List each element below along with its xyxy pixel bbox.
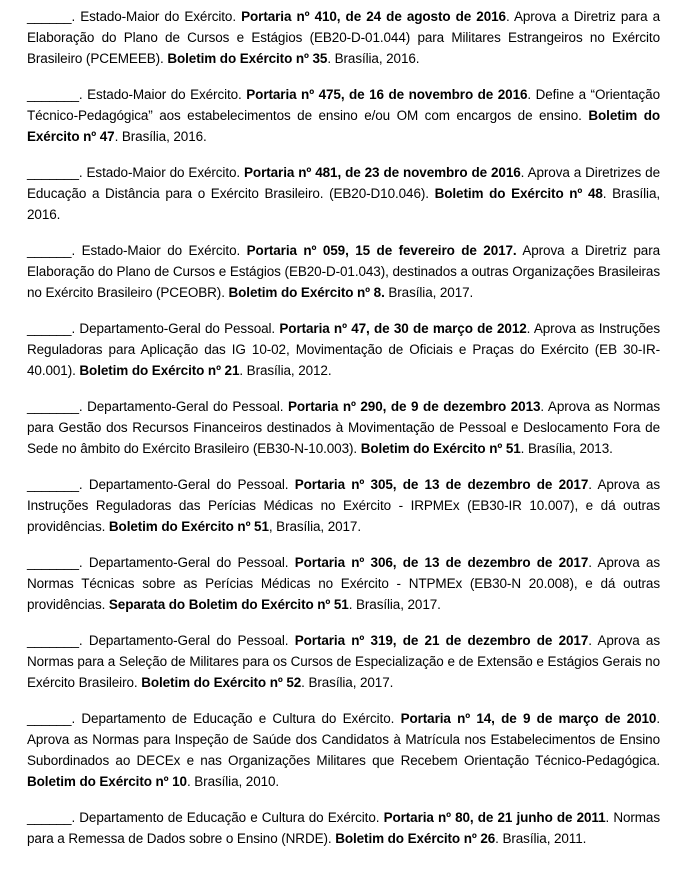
reference-author: Departamento-Geral do Pessoal. [88,477,289,492]
reference-description: . Aprova as Normas para a Seleção de Militares para os Cursos de Especialização e de Extensão e Estágios Gerais no Exército Brasileiro. [27,633,660,690]
reference-title: Portaria nº 475, de 16 de novembro de 2016 [246,87,528,102]
reference-author: Estado-Maior do Exército. [87,87,242,102]
reference-description: . Aprova a Diretriz para a Elaboração do Plano de Cursos e Estágios (EB20-D-01.044) para Militares Estrangeiros no Exército Brasileiro (PCEMEEB). [27,9,661,66]
reference-author: Departamento de Educação e Cultura do Exército. [81,711,395,726]
reference-author: Estado-Maior do Exército. [86,165,241,180]
reference-entry: ______. Estado-Maior do Exército. Portaria nº 410, de 24 de agosto de 2016. Aprova a Diretriz para a Elaboração do Plano de Cursos e Estágios (EB20-D-01.044) para Militares Estrangeiros no Exército Brasileiro (PCEMEEB). Boletim do Exército nº 35. Brasília, 2016. [27,9,661,66]
author-blank: _______ [27,165,79,180]
reference-description: . Normas para a Remessa de Dados sobre o Ensino (NRDE). [27,810,660,846]
reference-title: Portaria nº 410, de 24 de agosto de 2016 [241,9,506,24]
reference-place-year: . Brasília, 2013. [520,441,613,456]
reference-author: Departamento-Geral do Pessoal. [87,399,284,414]
reference-source: Boletim do Exército nº 52 [141,675,302,690]
reference-author: Estado-Maior do Exército. [80,9,236,24]
reference-title: Portaria nº 80, de 21 junho de 2011 [383,810,606,825]
reference-source: Boletim do Exército nº 21 [79,363,240,378]
reference-place-year: . Brasília, 2016. [327,51,420,66]
reference-author: Departamento de Educação e Cultura do Exército. [79,810,380,825]
reference-entry: _______. Departamento-Geral do Pessoal. Portaria nº 305, de 13 de dezembro de 2017. Aprova as Instruções Reguladoras das Perícias Médicas no Exército - IRPMEx (EB30-IR 10.007), e dá outras providências. Boletim do Exército nº 51, Brasília, 2017. [27,477,660,534]
reference-title: Portaria nº 290, de 9 de dezembro 2013 [288,399,541,414]
reference-place-year: . Brasília, 2017. [348,597,441,612]
author-blank: ______ [27,243,72,258]
reference-description: . Aprova as Instruções Reguladoras para Aplicação das IG 10-02, Movimentação de Oficiais e Praças do Exército (EB 30-IR-40.001). [27,321,660,378]
author-blank: ______ [27,321,72,336]
reference-author: Departamento-Geral do Pessoal. [79,321,276,336]
reference-title: Portaria nº 481, de 23 de novembro de 2016 [244,165,521,180]
reference-list [27,6,660,864]
reference-description: . Aprova as Normas para Inspeção de Saúde dos Candidatos à Matrícula nos Estabelecimentos de Ensino Subordinados ao DECEx e nas Organizações Militares que Recebem Orientação Técnico-Pedagógica. [27,711,660,768]
reference-title: Portaria nº 47, de 30 de março de 2012 [279,321,527,336]
reference-title: Portaria nº 305, de 13 de dezembro de 2017 [294,477,589,492]
reference-source: Boletim do Exército nº 51 [108,519,269,534]
author-blank: _______ [27,633,79,648]
reference-place-year: . Brasília, 2012. [239,363,332,378]
reference-source: Boletim do Exército nº 48 [434,186,603,201]
reference-source: Boletim do Exército nº 47 [27,108,660,144]
reference-title: Portaria nº 306, de 13 de dezembro de 2017 [294,555,589,570]
reference-source: Boletim do Exército nº 8. [228,285,385,300]
reference-description: . Aprova as Normas Técnicas sobre as Perícias Médicas no Exército - NTPMEx (EB30-N 20.008), e dá outras providências. [27,555,660,612]
reference-source: Boletim do Exército nº 51 [360,441,521,456]
reference-author: Departamento-Geral do Pessoal. [88,633,289,648]
reference-description: Aprova a Diretriz para Elaboração do Plano de Cursos e Estágios (EB20-D-01.043), destinados a outras Organizações Brasileiras no Exército Brasileiro (PCEOBR). [27,243,661,300]
author-blank: _______ [27,477,79,492]
reference-place-year: . Brasília, 2010. [186,774,280,789]
reference-description: . Aprova as Normas para Gestão dos Recursos Financeiros destinados à Movimentação de Pessoal e Deslocamento Fora de Sede no âmbito do Exército Brasileiro (EB30-N-10.003). [27,399,661,456]
reference-description: . Define a “Orientação Técnico-Pedagógica” aos estabelecimentos de ensino e/ou OM com encargos de ensino. [27,87,660,123]
reference-place-year: . Brasília, 2017. [301,675,394,690]
author-blank: _______ [27,87,79,102]
author-blank: ______ [27,810,72,825]
reference-source: Boletim do Exército nº 10 [27,774,187,789]
reference-place-year: , Brasília, 2017. [268,519,361,534]
author-blank: _______ [27,555,79,570]
author-blank: ______ [27,9,72,24]
reference-place-year: . Brasília, 2016. [27,186,660,222]
reference-entry: ______. Departamento-Geral do Pessoal. Portaria nº 47, de 30 de março de 2012. Aprova as Instruções Reguladoras para Aplicação das IG 10-02, Movimentação de Oficiais e Praças do Exército (EB 30-IR-40.001). Boletim do Exército nº 21. Brasília, 2012. [27,321,660,378]
reference-place-year: Brasília, 2017. [384,285,474,300]
reference-source: Boletim do Exército nº 35 [167,51,328,66]
reference-entry: ______. Departamento de Educação e Cultura do Exército. Portaria nº 80, de 21 junho de 2011. Normas para a Remessa de Dados sobre o Ensino (NRDE). Boletim do Exército nº 26. Brasília, 2011. [27,810,660,846]
reference-title: Portaria nº 319, de 21 de dezembro de 2017 [294,633,589,648]
reference-title: Portaria nº 14, de 9 de março de 2010 [400,711,657,726]
reference-source: Separata do Boletim do Exército nº 51 [108,597,349,612]
reference-entry: _______. Departamento-Geral do Pessoal. Portaria nº 319, de 21 de dezembro de 2017. Aprova as Normas para a Seleção de Militares para os Cursos de Especialização e de Extensão e Estágios Gerais no Exército Brasileiro. Boletim do Exército nº 52. Brasília, 2017. [27,633,660,690]
reference-place-year: . Brasília, 2016. [114,129,207,144]
reference-entry: _______. Departamento-Geral do Pessoal. Portaria nº 290, de 9 de dezembro 2013. Aprova as Normas para Gestão dos Recursos Financeiros destinados à Movimentação de Pessoal e Deslocamento Fora de Sede no âmbito do Exército Brasileiro (EB30-N-10.003). Boletim do Exército nº 51. Brasília, 2013. [27,399,661,456]
author-blank: ______ [27,711,72,726]
reference-entry: ______. Estado-Maior do Exército. Portaria nº 059, 15 de fevereiro de 2017. Aprova a Diretriz para Elaboração do Plano de Cursos e Estágios (EB20-D-01.043), destinados a outras Organizações Brasileiras no Exército Brasileiro (PCEOBR). Boletim do Exército nº 8. Brasília, 2017. [27,243,661,300]
reference-description: . Aprova as Instruções Reguladoras das Perícias Médicas no Exército - IRPMEx (EB30-IR 10.007), e dá outras providências. [27,477,660,534]
reference-source: Boletim do Exército nº 26 [335,831,496,846]
reference-place-year: . Brasília, 2011. [495,831,587,846]
reference-entry: ______. Departamento de Educação e Cultura do Exército. Portaria nº 14, de 9 de março de 2010. Aprova as Normas para Inspeção de Saúde dos Candidatos à Matrícula nos Estabelecimentos de Ensino Subordinados ao DECEx e nas Organizações Militares que Recebem Orientação Técnico-Pedagógica. Boletim do Exército nº 10. Brasília, 2010. [27,711,660,789]
reference-author: Estado-Maior do Exército. [81,243,241,258]
reference-entry: _______. Estado-Maior do Exército. Portaria nº 481, de 23 de novembro de 2016. Aprova a Diretrizes de Educação a Distância para o Exército Brasileiro. (EB20-D10.046). Boletim do Exército nº 48. Brasília, 2016. [27,165,660,222]
reference-title: Portaria nº 059, 15 de fevereiro de 2017. [246,243,517,258]
reference-description: . Aprova a Diretrizes de Educação a Distância para o Exército Brasileiro. (EB20-D10.046). [27,165,660,201]
reference-entry: _______. Departamento-Geral do Pessoal. Portaria nº 306, de 13 de dezembro de 2017. Aprova as Normas Técnicas sobre as Perícias Médicas no Exército - NTPMEx (EB30-N 20.008), e dá outras providências. Separata do Boletim do Exército nº 51. Brasília, 2017. [27,555,660,612]
author-blank: _______ [27,399,79,414]
reference-entry: _______. Estado-Maior do Exército. Portaria nº 475, de 16 de novembro de 2016. Define a “Orientação Técnico-Pedagógica” aos estabelecimentos de ensino e/ou OM com encargos de ensino. Boletim do Exército nº 47. Brasília, 2016. [27,87,660,144]
reference-author: Departamento-Geral do Pessoal. [88,555,289,570]
